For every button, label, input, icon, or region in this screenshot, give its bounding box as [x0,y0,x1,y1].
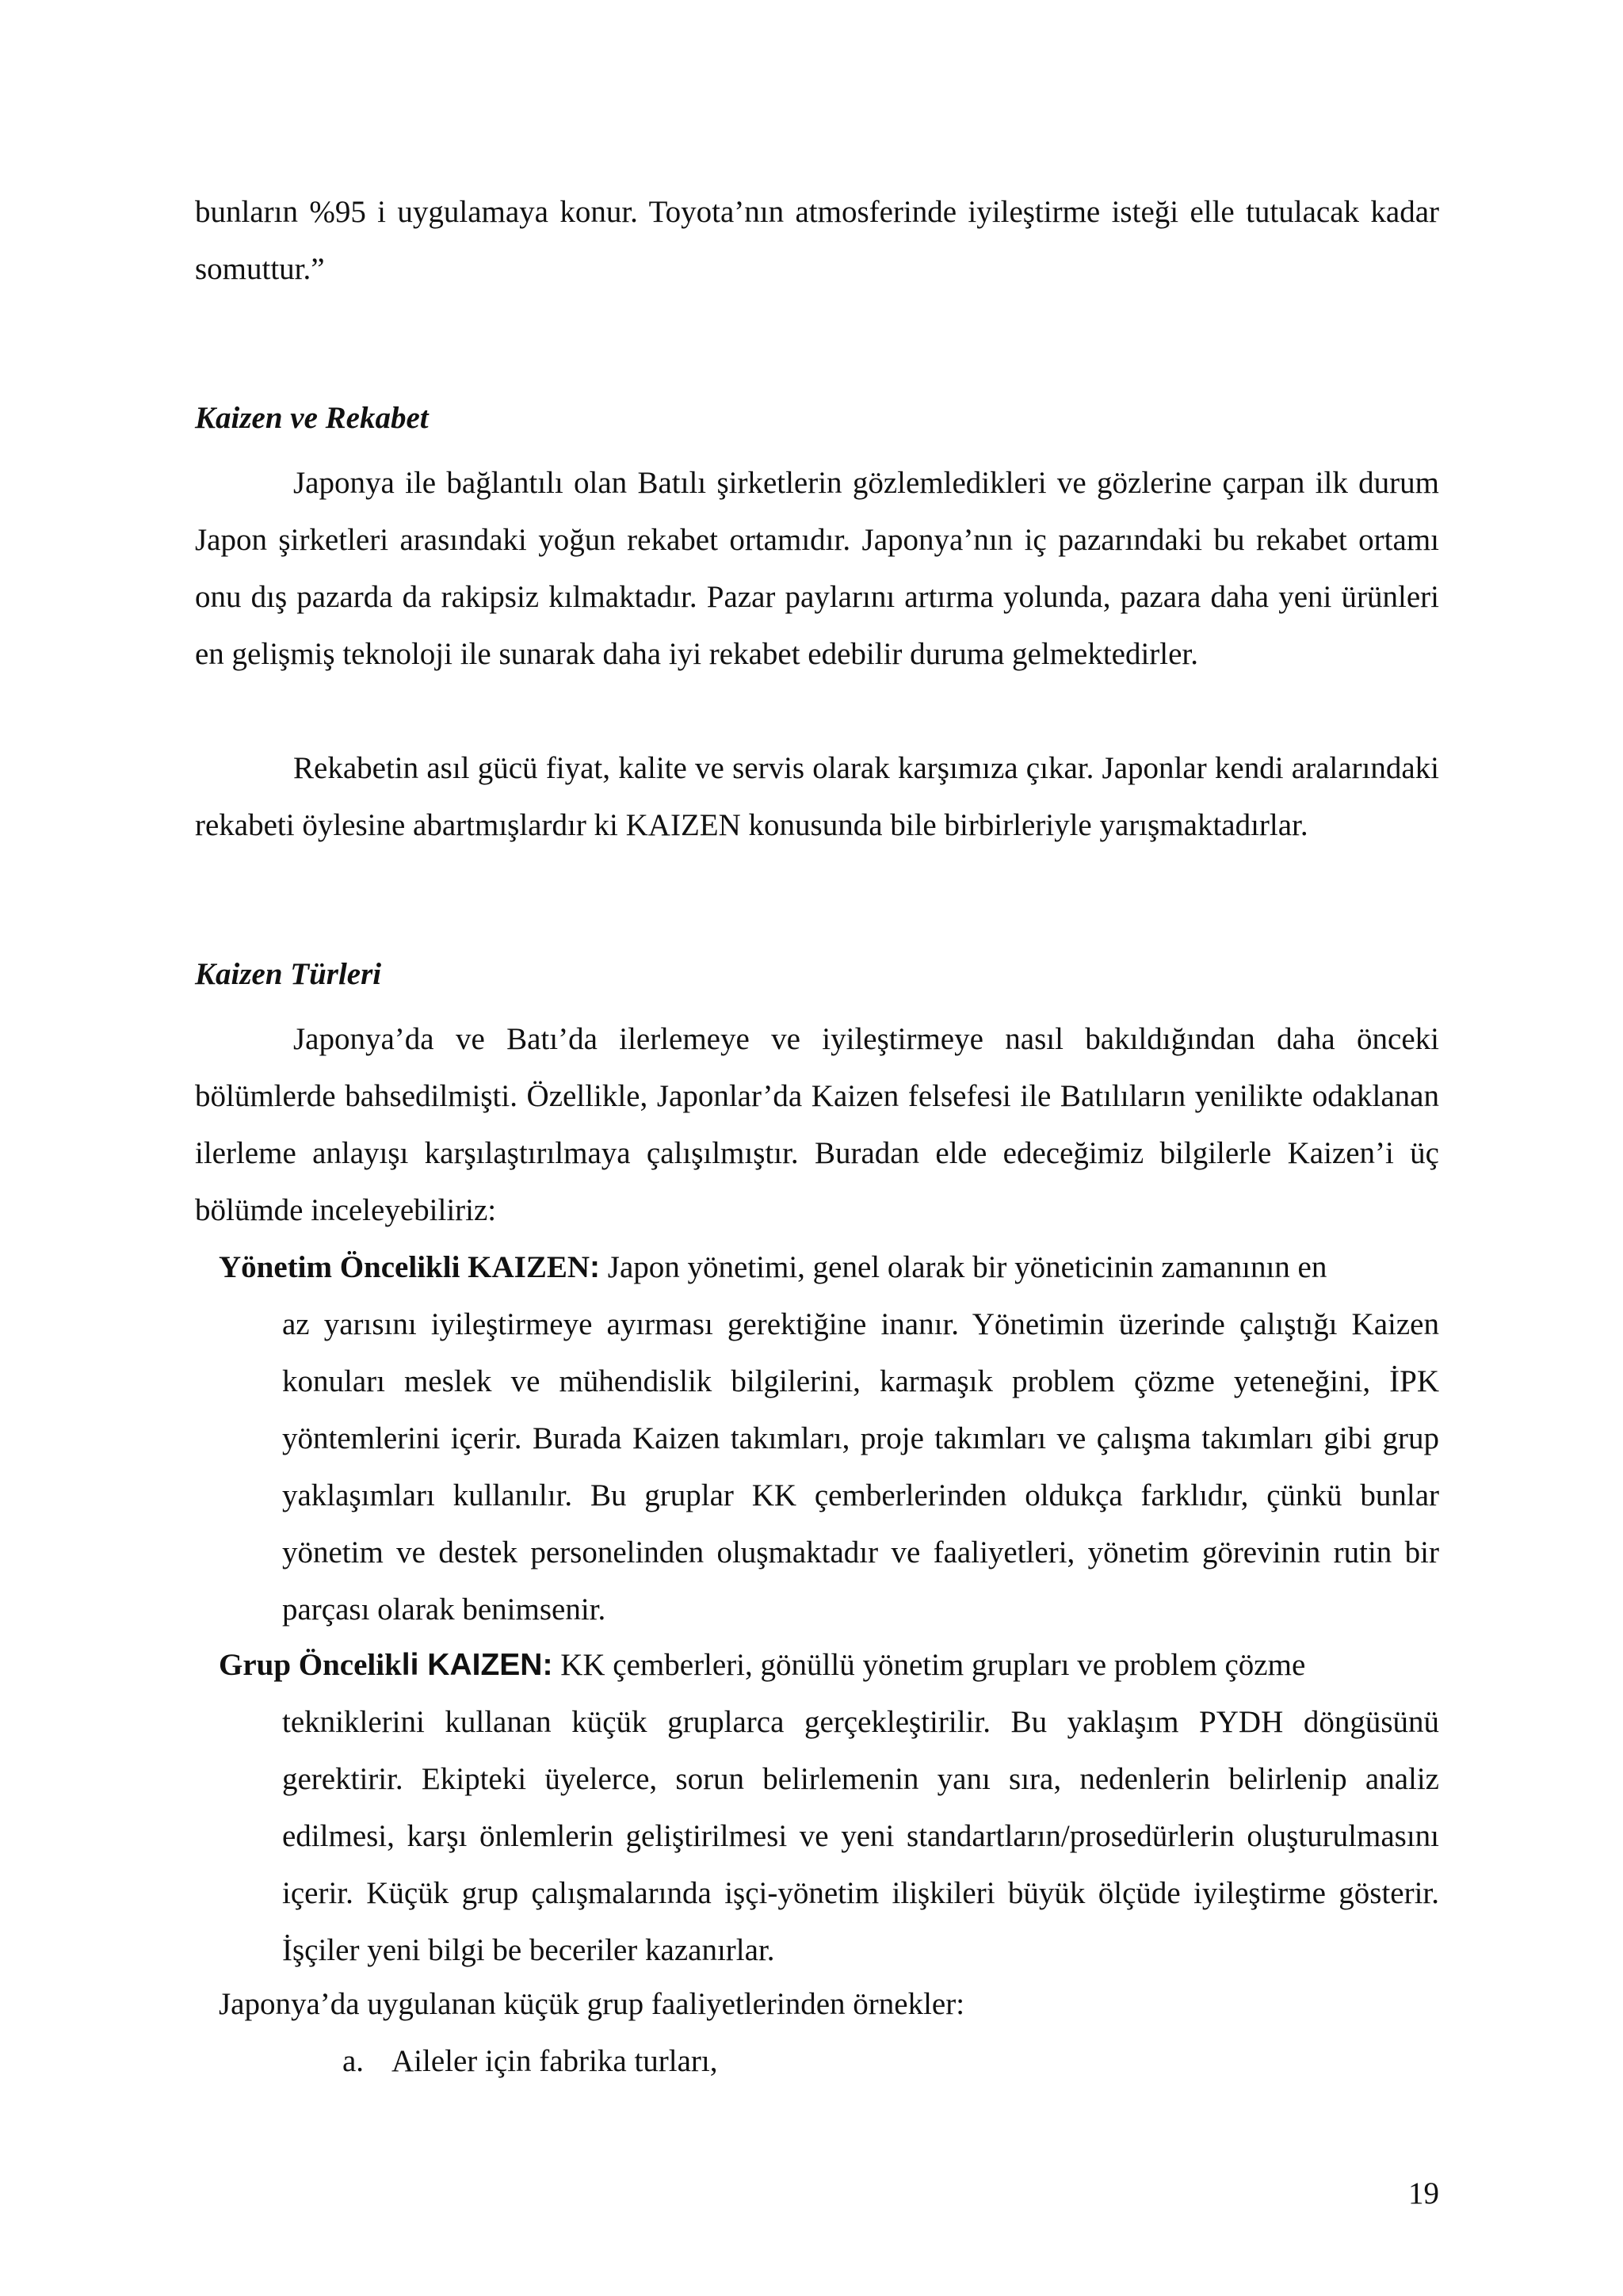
definition-group-first-line [219,1637,1439,1694]
definition-group-first-text: KK çemberleri, gönüllü yönetim grupları ve problem çözme [552,1648,1306,1682]
list-item-text: Aileler için fabrika turları, [391,2044,718,2078]
definition-management-colon: : [590,1250,601,1284]
definition-management-term: Yönetim Öncelikli KAIZEN [219,1250,590,1284]
list-item-marker: a. [342,2044,365,2078]
list-item [342,2033,717,2090]
definition-group-kaizen [219,1637,1439,1979]
definition-management-kaizen [219,1239,1439,1638]
turler-paragraph-1: Japonya’da ve Batı’da ilerlemeye ve iyileştirmeye nasıl bakıldığından daha önceki bölümlerde bahsedilmişti. Özellikle, Japonlar’da Kaizen felsefesi ile Batılıların yenilikte odaklanan ilerleme anlayışı karşılaştırılmaya çalışılmıştır. Buradan elde edeceğimiz bilgilerle Kaizen’i üç bölümde inceleyebiliriz: [195,1022,1439,1227]
rekabet-paragraph-2: Rekabetin asıl gücü fiyat, kalite ve servis olarak karşımıza çıkar. Japonlar kendi aralarındaki rekabeti öylesine abartmışlardır ki KAIZEN konusunda bile birbirleriyle yarışmaktadırlar. [195,751,1439,842]
page-number: 19 [1408,2176,1439,2210]
definition-management-first-text: Japon yönetimi, genel olarak bir yöneticinin zamanının en [600,1250,1327,1284]
definition-group-term-sans: li KAIZEN: [401,1648,553,1682]
definition-management-first-line [219,1239,1439,1296]
definition-group-term: Grup Öncelik [219,1648,402,1682]
examples-intro: Japonya’da uygulanan küçük grup faaliyetlerinden örnekler: [219,1987,965,2021]
rekabet-paragraph-1: Japonya ile bağlantılı olan Batılı şirketlerin gözlemledikleri ve gözlerine çarpan ilk durum Japon şirketleri arasındaki yoğun rekabet ortamıdır. Japonya’nın iç pazarındaki bu rekabet ortamı onu dış pazarda da rakipsiz kılmaktadır. Pazar paylarını artırma yolunda, pazara daha yeni ürünleri en gelişmiş teknoloji ile sunarak daha iyi rekabet edebilir duruma gelmektedirler. [195,466,1439,671]
definition-group-rest: tekniklerini kullanan küçük gruplarca gerçekleştirilir. Bu yaklaşım PYDH döngüsünü gerektirir. Ekipteki üyelerce, sorun belirlemenin yanı sıra, nedenlerin belirlenip analiz edilmesi, karşı önlemlerin geliştirilmesi ve yeni standartların/prosedürlerin oluşturulmasını içerir. Küçük grup çalışmalarında işçi-yönetim ilişkileri büyük ölçüde iyileştirme gösterir. İşçiler yeni bilgi be beceriler kazanırlar. [282,1705,1439,1967]
section-heading-kaizen-rekabet: Kaizen ve Rekabet [195,401,429,435]
intro-continuation-paragraph: bunların %95 i uygulamaya konur. Toyota’nın atmosferinde iyileştirme isteği elle tutulacak kadar somuttur.” [195,195,1439,286]
section-heading-kaizen-turleri: Kaizen Türleri [195,957,382,991]
definition-management-rest: az yarısını iyileştirmeye ayırması gerektiğine inanır. Yönetimin üzerinde çalıştığı Kaizen konuları meslek ve mühendislik bilgilerini, karmaşık problem çözme yeteneğini, İPK yöntemlerini içerir. Burada Kaizen takımları, proje takımları ve çalışma takımları gibi grup yaklaşımları kullanılır. Bu gruplar KK çemberlerinden oldukça farklıdır, çünkü bunlar yönetim ve destek personelinden oluşmaktadır ve faaliyetleri, yönetim görevinin rutin bir parçası olarak benimsenir. [282,1307,1439,1627]
